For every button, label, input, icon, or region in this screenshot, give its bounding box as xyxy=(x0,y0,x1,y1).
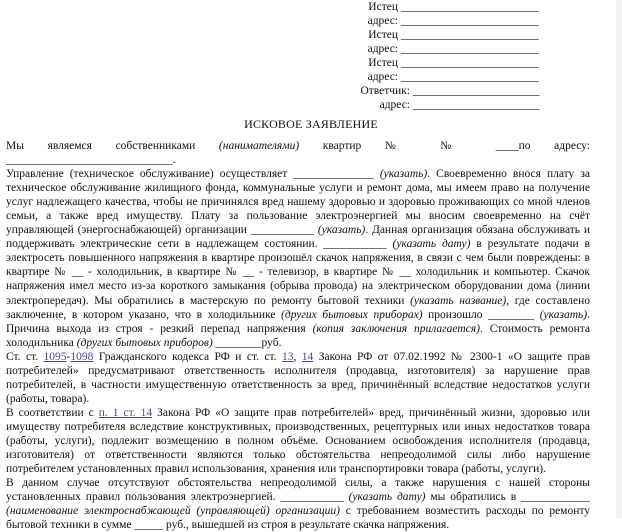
plaintiff-2-row xyxy=(360,28,616,42)
italic-note: (нанимателями) xyxy=(218,140,300,152)
italic-note: (указать) xyxy=(317,224,366,237)
italic-note: (указать) xyxy=(539,308,588,321)
italic-note: (указать название) xyxy=(410,294,507,307)
paragraph-owners xyxy=(6,139,590,153)
defendant-line: ______________________ xyxy=(412,85,540,97)
italic-note: (копия заключения прилагается) xyxy=(312,322,480,335)
text-segment: Управление (техническое обслуживание) осуществляет ______________ xyxy=(6,168,380,181)
plaintiff-2-line: ________________________ xyxy=(400,29,539,41)
paragraph-management xyxy=(6,167,590,350)
plaintiff-1-label: Истец xyxy=(368,1,398,13)
page-scrollbar[interactable] xyxy=(616,0,622,518)
italic-note: (указать) xyxy=(379,168,428,181)
plaintiff-1-line: ________________________ xyxy=(400,1,539,13)
text-segment: произошло ________ xyxy=(422,308,540,321)
text-segment: . Стоимость ремонта холодильника xyxy=(6,322,590,349)
italic-note: (указать дату) xyxy=(392,238,471,251)
defendant-row xyxy=(360,84,616,98)
law-link-1095[interactable]: 1095 xyxy=(43,350,67,363)
plaintiff-1-row xyxy=(360,0,616,14)
plaintiff-2-address-line: ________________________ xyxy=(400,43,539,55)
text-segment: Закона РФ «О защите прав потребителей» вред, причинённый жизни, здоровью или имуществу потребителя вследствие конструктивных, производственных, рецептурных или иных недостатков товара (работы, услуги), подлежит возмещению в полном объёме. Основанием освобождения исполнителя (продавца, изготовителя) от ответственности являются только обстоятельства непреодолимой силы либо нарушение потребителем установленных правил использования, хранения или транспортировки товара (работы, услуги). xyxy=(6,406,590,476)
plaintiff-1-address-label: адрес: xyxy=(367,15,398,27)
text-segment: ________руб. xyxy=(212,336,282,349)
text-segment: Мы являемся собственниками xyxy=(6,140,219,152)
text-segment: . Причина выхода из строя - резкий перепад напряжения xyxy=(6,308,590,335)
text-segment: В данном случае отсутствуют обстоятельства непреодолимой силы, а также нарушения с нашей стороны установленных правил пользования электроэнергией. ___________ xyxy=(6,477,590,504)
italic-note: (других бытовых приборах) xyxy=(281,308,423,321)
defendant-address-label: адрес: xyxy=(379,99,410,111)
defendant-address-row xyxy=(360,98,616,112)
text-segment: с требованием возместить расходы по ремонту бытовой техники в сумме _____ руб., вышедшей из строя в результате скачка напряжения. xyxy=(6,505,590,532)
document-body xyxy=(6,139,590,532)
paragraph-civil-code xyxy=(6,350,590,406)
plaintiff-3-row xyxy=(360,56,616,70)
plaintiff-2-label: Истец xyxy=(368,29,398,41)
text-segment: Закона РФ от 07.02.1992 № 2300-1 «О защите прав потребителей» предусматривают ответственность исполнителя (продавца, изготовителя) за нарушение прав потребителей, в частности имущественную ответственность за вред, причинённый вследствие недостатков услуги (работы, товара). xyxy=(6,350,591,405)
paragraph-owners-tail xyxy=(6,153,590,167)
plaintiff-3-address-label: адрес: xyxy=(367,71,398,83)
text-segment: Гражданского кодекса РФ и ст. ст. xyxy=(93,350,282,363)
law-link-14[interactable]: 14 xyxy=(301,350,314,363)
plaintiff-3-line: ________________________ xyxy=(400,57,539,69)
plaintiff-1-address-row xyxy=(360,14,616,28)
plaintiff-3-label: Истец xyxy=(368,57,398,69)
italic-note: (наименование электроснабжающей (управляющей) организации) xyxy=(6,505,340,518)
text-segment: . Своевременно внося плату за техническое обслуживание жилищного фонда, коммунальные услуги и ремонт дома, мы имеем право на получение услуг надлежащего качества, чтобы не причинялся вред нашему здоровью и здоровью проживающих со мной членов семьи, а также вред имуществу. Плату за пользование электроэнергией мы вносим своевременно на счёт управляющей (энергоснабжающей) организации ___________ xyxy=(6,168,590,237)
document-title: ИСКОВОЕ ЗАЯВЛЕНИЕ xyxy=(244,117,378,131)
text-segment: В соответствии с xyxy=(6,406,99,419)
text-segment: мы обратились в ____________ xyxy=(425,491,590,504)
defendant-address-line: ______________________ xyxy=(412,99,540,111)
text-segment: - xyxy=(66,350,71,363)
italic-note: (других бытовых приборов) xyxy=(76,336,213,349)
plaintiff-1-address-line: ________________________ xyxy=(400,15,539,27)
paragraph-consumer-law xyxy=(6,406,590,476)
text-segment: Ст. ст. xyxy=(6,350,44,363)
text-segment: , где составлено заключение, в котором указано, что в холодильнике xyxy=(6,294,590,321)
text-segment: _____________________________. xyxy=(6,154,176,167)
defendant-label: Ответчик: xyxy=(360,85,410,97)
text-segment: в результате подачи в электросеть повышенного напряжения в квартире произошёл скачок напряжения, в связи с чем были повреждены: в квартире № __ - холодильник, в квартире № __ - телевизор, в квартире № __ холодильник и компьютер. Скачок напряжения имел место из-за короткого замыкания (обрыва провода) на электрическом оборудовании дома (линии электропередач). Мы обратились в мастерскую по ремонту бытовой техники xyxy=(6,238,590,307)
plaintiff-2-address-row xyxy=(360,42,616,56)
paragraph-case xyxy=(6,476,590,532)
law-link-p1-st14[interactable]: п. 1 ст. 14 xyxy=(98,406,153,419)
plaintiff-2-address-label: адрес: xyxy=(367,43,398,55)
law-link-13[interactable]: 13 xyxy=(281,350,294,363)
law-link-1098[interactable]: 1098 xyxy=(70,350,94,363)
text-segment: квартир № № ____по адресу: xyxy=(299,140,590,152)
text-segment: . Данная организация обязана обслуживать и поддерживать электрические сети в надлежащем состоянии. ___________ xyxy=(6,224,591,251)
plaintiff-3-address-row xyxy=(360,70,616,84)
plaintiff-3-address-line: ________________________ xyxy=(400,71,539,83)
italic-note: (указать дату) xyxy=(348,491,426,504)
text-segment: , xyxy=(293,350,302,363)
